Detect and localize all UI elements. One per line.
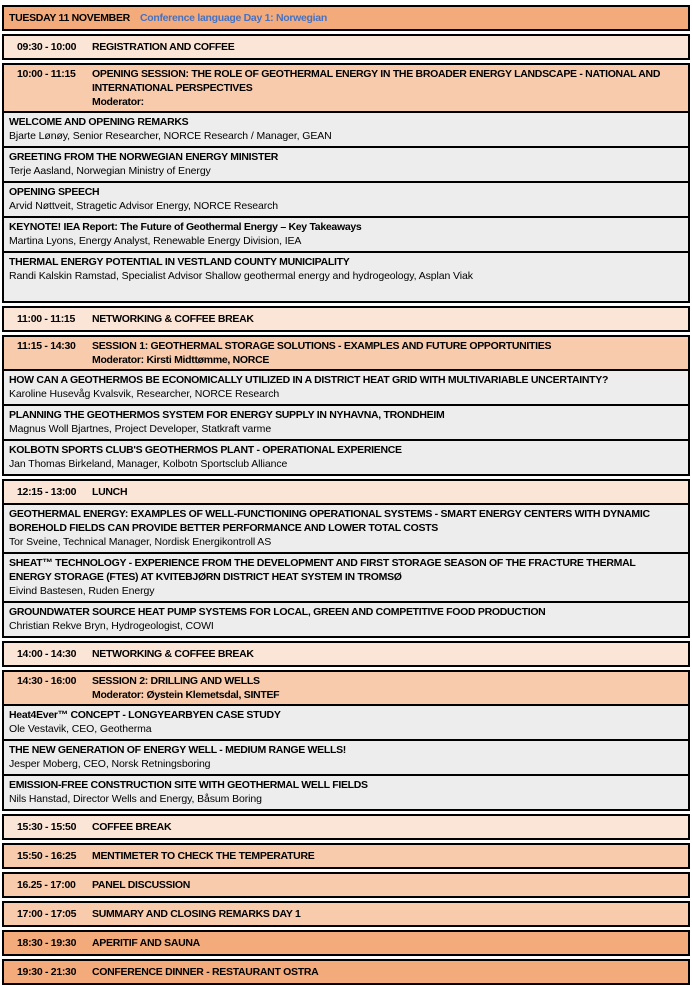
row-label: SUMMARY AND CLOSING REMARKS DAY 1 — [92, 908, 301, 920]
talk-title: SHEAT™ TECHNOLOGY - EXPERIENCE FROM THE DEVELOPMENT AND FIRST STORAGE SEASON OF THE FRACTURE THERMAL ENERGY STORAGE (FTES) AT KVITEBJØRN DISTRICT HEAT SYSTEM IN TROMSØ — [9, 557, 636, 583]
aperitif-block — [2, 930, 690, 956]
time-row-coffee-break — [4, 816, 688, 838]
talk-speaker: Bjarte Lønøy, Senior Researcher, NORCE Research / Manager, GEAN — [9, 130, 332, 142]
talk-title: Heat4Ever™ CONCEPT - LONGYEARBYEN CASE STUDY — [9, 709, 281, 721]
session-time: 10:00 - 11:15 — [17, 68, 76, 80]
row-time: 14:00 - 14:30 — [17, 648, 77, 660]
day-title: TUESDAY 11 NOVEMBER — [9, 12, 130, 24]
day-header-row — [4, 7, 688, 29]
row-time: 12:15 - 13:00 — [17, 486, 77, 498]
row-label: APERITIF AND SAUNA — [92, 937, 200, 949]
row-time: 11:00 - 11:15 — [17, 313, 75, 325]
talk-row — [4, 704, 688, 739]
row-label: PANEL DISCUSSION — [92, 879, 191, 891]
talk-title: WELCOME AND OPENING REMARKS — [9, 116, 189, 128]
row-time: 16.25 - 17:00 — [17, 879, 76, 891]
talk-row — [4, 404, 688, 439]
session-moderator: Moderator: Kirsti Midttømme, NORCE — [92, 354, 270, 366]
time-row-aperitif — [4, 932, 688, 954]
opening-session-block — [2, 63, 690, 303]
row-time: 15:50 - 16:25 — [17, 850, 77, 862]
session-1-block — [2, 335, 690, 476]
talk-title: KOLBOTN SPORTS CLUB'S GEOTHERMOS PLANT - OPERATIONAL EXPERIENCE — [9, 444, 402, 456]
talk-speaker: Nils Hanstad, Director Wells and Energy, Båsum Boring — [9, 793, 262, 805]
talk-speaker: Jan Thomas Birkeland, Manager, Kolbotn Sportsclub Alliance — [9, 458, 288, 470]
talk-row — [4, 251, 688, 301]
summary-block — [2, 901, 690, 927]
talk-row — [4, 181, 688, 216]
talk-title: HOW CAN A GEOTHERMOS BE ECONOMICALLY UTILIZED IN A DISTRICT HEAT GRID WITH MULTIVARIABLE UNCERTAINTY? — [9, 374, 609, 386]
row-label: REGISTRATION AND COFFEE — [92, 41, 235, 53]
session-2-block — [2, 670, 690, 811]
talk-title: PLANNING THE GEOTHERMOS SYSTEM FOR ENERGY SUPPLY IN NYHAVNA, TRONDHEIM — [9, 409, 445, 421]
row-label: CONFERENCE DINNER - RESTAURANT OSTRA — [92, 966, 319, 978]
time-row-networking-break-1 — [4, 308, 688, 330]
session-header — [4, 337, 688, 369]
talk-speaker: Randi Kalskin Ramstad, Specialist Advisor Shallow geothermal energy and hydrogeology, Asplan Viak — [9, 270, 473, 282]
row-time: 09:30 - 10:00 — [17, 41, 77, 53]
conference-dinner-block — [2, 959, 690, 985]
talk-title: THE NEW GENERATION OF ENERGY WELL - MEDIUM RANGE WELLS! — [9, 744, 346, 756]
day-header-block — [2, 5, 690, 31]
talk-row — [4, 216, 688, 251]
session-title: OPENING SESSION: THE ROLE OF GEOTHERMAL ENERGY IN THE BROADER ENERGY LANDSCAPE - NATIONAL AND INTERNATIONAL PERSPECTIVES — [92, 68, 661, 94]
talk-row — [4, 503, 688, 552]
talk-title: GROUNDWATER SOURCE HEAT PUMP SYSTEMS FOR LOCAL, GREEN AND COMPETITIVE FOOD PRODUCTION — [9, 606, 546, 618]
session-moderator: Moderator: — [92, 96, 144, 108]
row-time: 17:00 - 17:05 — [17, 908, 77, 920]
lunch-block — [2, 479, 690, 638]
talk-title: EMISSION-FREE CONSTRUCTION SITE WITH GEOTHERMAL WELL FIELDS — [9, 779, 368, 791]
session-header — [4, 65, 688, 111]
networking-break-2-block — [2, 641, 690, 667]
row-label: COFFEE BREAK — [92, 821, 172, 833]
talk-speaker: Martina Lyons, Energy Analyst, Renewable Energy Division, IEA — [9, 235, 302, 247]
talk-title: GEOTHERMAL ENERGY: EXAMPLES OF WELL-FUNCTIONING OPERATIONAL SYSTEMS - SMART ENERGY CENTERS WITH DYNAMIC BOREHOLD FIELDS CAN PROVIDE BETTER PERFORMANCE AND LOWER TOTAL COSTS — [9, 508, 650, 534]
row-label: NETWORKING & COFFEE BREAK — [92, 313, 254, 325]
talk-row — [4, 552, 688, 601]
talk-row — [4, 739, 688, 774]
time-row-registration — [4, 36, 688, 58]
time-row-summary — [4, 903, 688, 925]
coffee-break-block — [2, 814, 690, 840]
talk-title: GREETING FROM THE NORWEGIAN ENERGY MINISTER — [9, 151, 279, 163]
row-label: MENTIMETER TO CHECK THE TEMPERATURE — [92, 850, 315, 862]
session-title: SESSION 2: DRILLING AND WELLS — [92, 675, 260, 687]
talk-speaker: Tor Sveine, Technical Manager, Nordisk Energikontroll AS — [9, 536, 272, 548]
talk-row — [4, 111, 688, 146]
row-time: 15:30 - 15:50 — [17, 821, 77, 833]
networking-break-1-block — [2, 306, 690, 332]
registration-block — [2, 34, 690, 60]
talk-speaker: Arvid Nøttveit, Stragetic Advisor Energy, NORCE Research — [9, 200, 279, 212]
talk-speaker: Eivind Bastesen, Ruden Energy — [9, 585, 155, 597]
talk-title: KEYNOTE! IEA Report: The Future of Geothermal Energy – Key Takeaways — [9, 221, 362, 233]
talk-speaker: Jesper Moberg, CEO, Norsk Retningsboring — [9, 758, 211, 770]
session-moderator: Moderator: Øystein Klemetsdal, SINTEF — [92, 689, 280, 701]
talk-speaker: Christian Rekve Bryn, Hydrogeologist, COWI — [9, 620, 214, 632]
time-row-conference-dinner — [4, 961, 688, 983]
time-row-panel-discussion — [4, 874, 688, 896]
talk-row — [4, 369, 688, 404]
talk-title: OPENING SPEECH — [9, 186, 100, 198]
mentimeter-block — [2, 843, 690, 869]
talk-speaker: Ole Vestavik, CEO, Geotherma — [9, 723, 152, 735]
row-label: LUNCH — [92, 486, 128, 498]
time-row-mentimeter — [4, 845, 688, 867]
session-title: SESSION 1: GEOTHERMAL STORAGE SOLUTIONS - EXAMPLES AND FUTURE OPPORTUNITIES — [92, 340, 552, 352]
talk-speaker: Karoline Husevåg Kvalsvik, Researcher, NORCE Research — [9, 388, 280, 400]
row-time: 18:30 - 19:30 — [17, 937, 77, 949]
time-row-lunch — [4, 481, 688, 503]
talk-row — [4, 601, 688, 636]
time-row-networking-break-2 — [4, 643, 688, 665]
conference-language-note: Conference language Day 1: Norwegian — [139, 12, 327, 24]
session-time: 11:15 - 14:30 — [17, 340, 76, 352]
talk-title: THERMAL ENERGY POTENTIAL IN VESTLAND COUNTY MUNICIPALITY — [9, 256, 350, 268]
talk-speaker: Terje Aasland, Norwegian Ministry of Energy — [9, 165, 211, 177]
talk-row — [4, 439, 688, 474]
row-time: 19:30 - 21:30 — [17, 966, 77, 978]
talk-row — [4, 146, 688, 181]
row-label: NETWORKING & COFFEE BREAK — [92, 648, 254, 660]
session-time: 14:30 - 16:00 — [17, 675, 77, 687]
talk-row — [4, 774, 688, 809]
talk-speaker: Magnus Woll Bjartnes, Project Developer, Statkraft varme — [9, 423, 272, 435]
panel-discussion-block — [2, 872, 690, 898]
session-header — [4, 672, 688, 704]
